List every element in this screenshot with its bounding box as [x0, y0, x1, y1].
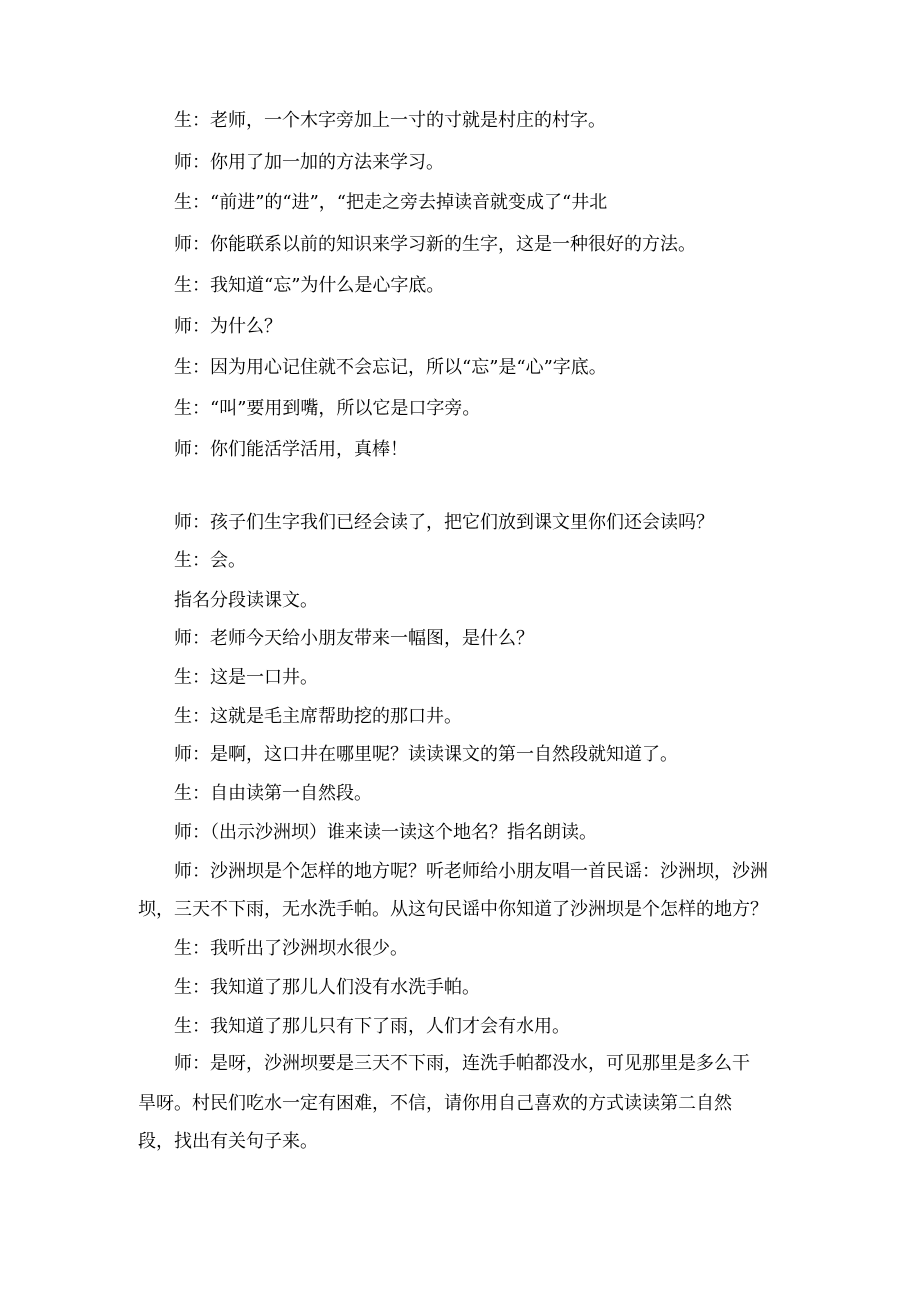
dialogue-line: 师：你们能活学活用，真棒！: [174, 439, 408, 460]
dialogue-line: 生：“前进”的“进”，“把走之旁去掉读音就变成了“井北: [174, 192, 608, 213]
dialogue-line: 师：老师今天给小朋友带来一幅图，是什么？: [174, 628, 534, 649]
dialogue-line: 师：孩子们生字我们已经会读了，把它们放到课文里你们还会读吗？: [174, 512, 714, 533]
dialogue-line: 师：你用了加一加的方法来学习。: [174, 152, 444, 173]
narration-line: 指名分段读课文。: [174, 590, 318, 611]
dialogue-line: 生：我知道了那儿只有下了雨，人们才会有水用。: [174, 1016, 570, 1037]
dialogue-line: 生：老师，一个木字旁加上一寸的寸就是村庄的村字。: [174, 110, 606, 131]
dialogue-line-continuation: 段，找出有关句子来。: [138, 1131, 318, 1152]
dialogue-line-continuation: 坝，三天不下雨，无水洗手帕。从这句民谣中你知道了沙洲坝是个怎样的地方？: [138, 899, 768, 920]
dialogue-line: 生：“叫”要用到嘴，所以它是口字旁。: [174, 398, 481, 419]
dialogue-line: 师：为什么？: [174, 316, 282, 337]
dialogue-line: 生：自由读第一自然段。: [174, 783, 372, 804]
dialogue-line: 生：我知道“忘”为什么是心字底。: [174, 275, 445, 296]
dialogue-line: 生：因为用心记住就不会忘记，所以“忘”是“心”字底。: [174, 357, 607, 378]
dialogue-line: 生：我知道了那儿人们没有水洗手帕。: [174, 977, 480, 998]
dialogue-line: 生：我听出了沙洲坝水很少。: [174, 938, 408, 959]
dialogue-line-continuation: 旱呀。村民们吃水一定有困难，不信，请你用自己喜欢的方式读读第二自然: [138, 1093, 732, 1114]
dialogue-line: 生：这是一口井。: [174, 667, 318, 688]
dialogue-line: 生：这就是毛主席帮助挖的那口井。: [174, 706, 462, 727]
dialogue-line: 师：你能联系以前的知识来学习新的生字，这是一种很好的方法。: [174, 234, 696, 255]
dialogue-line: 师：（出示沙洲坝）谁来读一读这个地名？指名朗读。: [174, 822, 597, 843]
dialogue-line: 师：是啊，这口井在哪里呢？读读课文的第一自然段就知道了。: [174, 744, 678, 765]
dialogue-line: 师：沙洲坝是个怎样的地方呢？听老师给小朋友唱一首民谣：沙洲坝，沙洲: [174, 861, 768, 882]
dialogue-line: 师：是呀，沙洲坝要是三天不下雨，连洗手帕都没水，可见那里是多么干: [174, 1053, 750, 1074]
dialogue-line: 生：会。: [174, 550, 246, 571]
